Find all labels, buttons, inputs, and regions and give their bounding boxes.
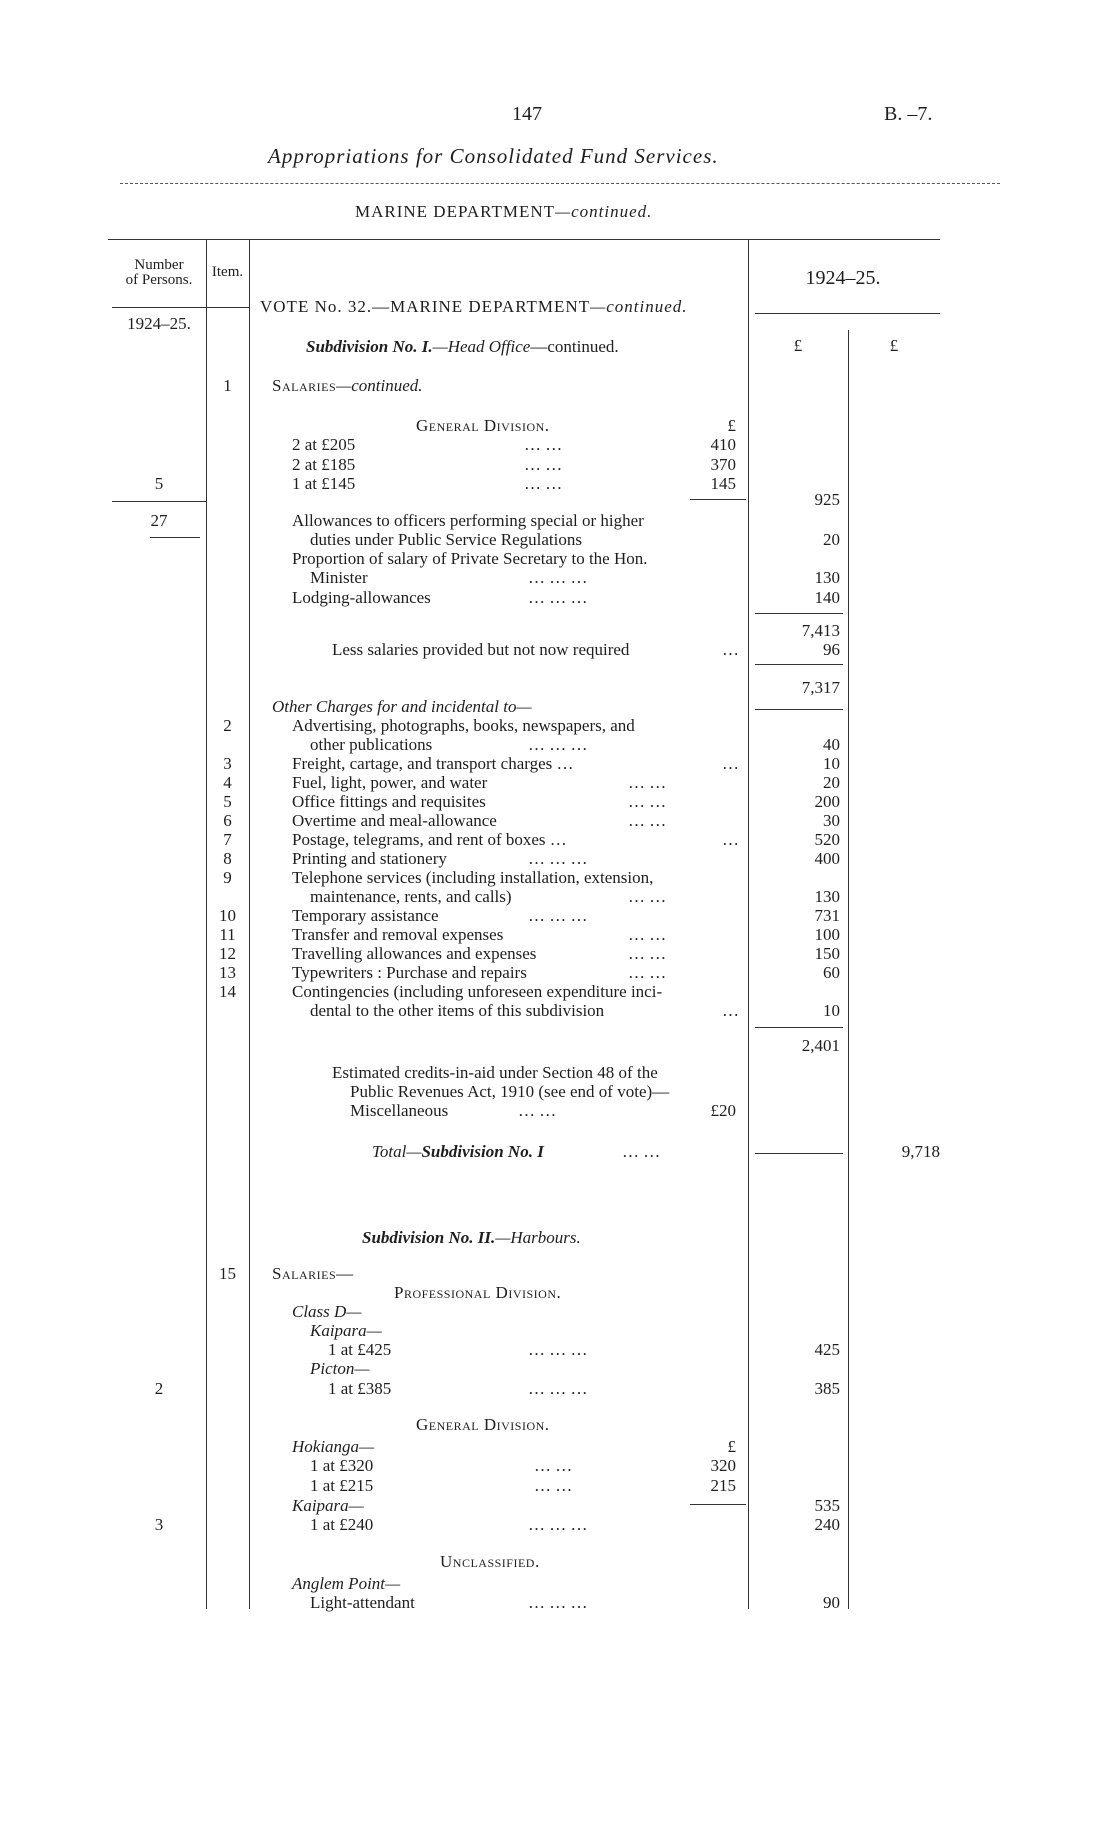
subdivision-1-name: —Head Office — [432, 337, 531, 356]
gd-line-dots: … … — [524, 435, 563, 454]
item-column-rule — [249, 239, 250, 1609]
year-header: 1924–25. — [805, 267, 881, 289]
allowances-value: 20 — [823, 530, 840, 549]
hokianga-line-dots: … … — [534, 1456, 573, 1475]
charge-dots: … … … — [528, 906, 588, 925]
proportion-line1: Proportion of salary of Private Secretary to the Hon. — [292, 549, 648, 568]
subdivision-1-total-label — [372, 1143, 544, 1160]
proportion-value: 130 — [814, 568, 840, 587]
charge-value: 30 — [823, 811, 840, 830]
charge-value: 200 — [814, 792, 840, 811]
subdivision-1-total-rule — [755, 1153, 843, 1154]
kaipara-salary-dots: … … … — [528, 1340, 588, 1359]
pound-col2: £ — [889, 336, 899, 355]
hokianga-heading: Hokianga— — [292, 1437, 375, 1456]
net-salaries-rule — [755, 664, 843, 665]
charge-value: 10 — [823, 1001, 840, 1020]
charge-value: 60 — [823, 963, 840, 982]
item-1-number: 1 — [223, 376, 232, 395]
persons-header-rule — [112, 307, 249, 308]
light-attendant-value: 90 — [823, 1593, 840, 1612]
subdivision-2-number: Subdivision No. II. — [362, 1228, 496, 1247]
persons-column-rule — [206, 239, 207, 1609]
title-rule — [120, 183, 1000, 184]
kaipara-2-salary-value: 240 — [814, 1515, 840, 1534]
professional-division-heading: Professional Division. — [394, 1283, 562, 1302]
charge-dots: … — [722, 1001, 739, 1020]
vote-title: VOTE No. 32.—MARINE DEPARTMENT — [260, 297, 591, 316]
salaries-net: 7,317 — [801, 678, 840, 697]
other-charges-heading: Other Charges for and incidental to— — [272, 697, 532, 716]
charge-value: 100 — [814, 925, 840, 944]
subdivision-1-number: Subdivision No. I. — [306, 337, 433, 356]
charge-dots: … … … — [528, 735, 588, 754]
charge-value: 20 — [823, 773, 840, 792]
year-header-rule — [755, 313, 940, 314]
persons-header-line2: of Persons. — [125, 272, 193, 288]
charge-description-cont: dental to the other items of this subdivision — [310, 1001, 605, 1020]
picton-salary-dots: … … … — [528, 1379, 588, 1398]
charge-dots: … … — [628, 811, 667, 830]
picton-salary-label: 1 at £385 — [328, 1379, 392, 1398]
charge-item-number: 8 — [223, 849, 232, 868]
lodging-label: Lodging-allowances — [292, 588, 431, 607]
vote-heading — [260, 298, 688, 315]
charge-description: Typewriters : Purchase and repairs — [292, 963, 527, 982]
gd-line-value: 370 — [710, 455, 736, 474]
hokianga-line-dots: … … — [534, 1476, 573, 1495]
kaipara-2-heading: Kaipara— — [292, 1496, 364, 1515]
charge-item-number: 11 — [219, 925, 236, 944]
description-column-rule — [748, 239, 749, 1609]
kaipara-salary-label: 1 at £425 — [328, 1340, 392, 1359]
lodging-value: 140 — [814, 588, 840, 607]
charge-description: Travelling allowances and expenses — [292, 944, 537, 963]
salaries-subtotal: 7,413 — [801, 621, 840, 640]
page-number: 147 — [512, 103, 542, 125]
subdivision-1-total-dots: … … — [622, 1142, 661, 1161]
persons-header-line1: Number — [134, 257, 184, 273]
department-name: MARINE DEPARTMENT — [355, 202, 555, 221]
charge-value: 400 — [814, 849, 840, 868]
charge-value: 10 — [823, 754, 840, 773]
kaipara-heading: Kaipara— — [310, 1321, 382, 1340]
proportion-line2: Minister — [310, 568, 368, 587]
credits-line2: Public Revenues Act, 1910 (see end of vote)— — [350, 1082, 670, 1101]
less-salaries-label: Less salaries provided but not now required — [332, 640, 630, 659]
hokianga-line-label: 1 at £320 — [310, 1456, 374, 1475]
salaries-sum-rule — [755, 613, 843, 614]
kaipara-2-salary-label: 1 at £240 — [310, 1515, 374, 1534]
document-reference: B. –7. — [884, 103, 933, 125]
other-charges-sum-rule — [755, 1027, 843, 1028]
allowances-line2: duties under Public Service Regulations — [310, 530, 582, 549]
charge-item-number: 14 — [219, 982, 236, 1001]
light-attendant-dots: … … … — [528, 1593, 588, 1612]
charge-description: Fuel, light, power, and water — [292, 773, 488, 792]
charge-description: Advertising, photographs, books, newspapers, and — [292, 716, 635, 735]
picton-salary-value: 385 — [814, 1379, 840, 1398]
gd-line-value: 145 — [710, 474, 736, 493]
gd-line-dots: … … — [524, 474, 563, 493]
hokianga-sum-rule — [690, 1504, 746, 1505]
charge-description: Printing and stationery — [292, 849, 447, 868]
gd-line-label: 2 at £185 — [292, 455, 356, 474]
table-top-rule — [108, 239, 940, 240]
charge-value: 150 — [814, 944, 840, 963]
amount-column-rule — [848, 330, 849, 1609]
charge-value: 130 — [814, 887, 840, 906]
charge-item-number: 13 — [219, 963, 236, 982]
kaipara-salary-value: 425 — [814, 1340, 840, 1359]
department-heading — [355, 203, 652, 220]
unclassified-heading: Unclassified. — [440, 1552, 540, 1571]
hokianga-line-value: 320 — [710, 1456, 736, 1475]
charge-item-number: 3 — [223, 754, 232, 773]
less-salaries-dots: … — [722, 640, 739, 659]
persons-3: 3 — [154, 1515, 164, 1534]
credits-line1: Estimated credits-in-aid under Section 48 of the — [332, 1063, 658, 1082]
charge-dots: … … — [628, 963, 667, 982]
charge-description: Contingencies (including unforeseen expenditure inci- — [292, 982, 663, 1001]
picton-heading: Picton— — [310, 1359, 370, 1378]
allowances-line1: Allowances to officers performing special or higher — [292, 511, 644, 530]
charge-description-cont: other publications — [310, 735, 433, 754]
credits-line3: Miscellaneous — [350, 1101, 449, 1120]
charge-item-number: 12 — [219, 944, 236, 963]
charge-description: Telephone services (including installation, extension, — [292, 868, 654, 887]
department-continued: —continued. — [555, 202, 653, 221]
charge-dots: … … — [628, 887, 667, 906]
salaries-heading — [272, 377, 423, 394]
persons-5: 5 — [154, 474, 164, 493]
persons-year: 1924–25. — [127, 314, 191, 333]
subdivision-2-name: —Harbours. — [495, 1228, 581, 1247]
subdivision-1-total-value: 9,718 — [901, 1142, 940, 1161]
page-title: Appropriations for Consolidated Fund Services. — [268, 144, 719, 168]
vote-continued: —continued. — [590, 297, 688, 316]
subdivision-2-heading — [362, 1229, 581, 1246]
persons-2: 2 — [154, 1379, 164, 1398]
charge-dots: … … — [628, 925, 667, 944]
charge-description: Overtime and meal-allowance — [292, 811, 497, 830]
pound-col1: £ — [793, 336, 803, 355]
subdivision-1-heading — [306, 338, 619, 355]
charge-description: Freight, cartage, and transport charges … — [292, 754, 574, 773]
gd-sum-rule — [690, 499, 746, 500]
persons-27: 27 — [150, 511, 168, 530]
general-division-heading: General Division. — [416, 416, 550, 435]
charge-item-number: 2 — [223, 716, 232, 735]
total-prefix: Total— — [372, 1142, 422, 1161]
total-subdivision: Subdivision No. I — [421, 1142, 544, 1161]
charge-dots: … — [722, 754, 739, 773]
charge-item-number: 9 — [223, 868, 232, 887]
subdivision-1-continued: —continued. — [530, 337, 619, 356]
charge-description: Temporary assistance — [292, 906, 439, 925]
charge-dots: … … … — [528, 849, 588, 868]
charge-value: 731 — [814, 906, 840, 925]
other-charges-total: 2,401 — [801, 1036, 840, 1055]
proportion-dots: … … … — [528, 568, 588, 587]
charge-value: 40 — [823, 735, 840, 754]
credits-dots: … … — [518, 1101, 557, 1120]
general-division-pound: £ — [727, 416, 736, 435]
charge-description-cont: maintenance, rents, and calls) — [310, 887, 512, 906]
salaries-heading-2: Salaries— — [272, 1264, 354, 1283]
charge-item-number: 4 — [223, 773, 232, 792]
persons-sum-rule — [112, 501, 206, 502]
salaries-label: Salaries — [272, 376, 337, 395]
gd-line-label: 2 at £205 — [292, 435, 356, 454]
charge-description: Office fittings and requisites — [292, 792, 486, 811]
general-division-heading-2: General Division. — [416, 1415, 550, 1434]
anglem-point-heading: Anglem Point— — [292, 1574, 401, 1593]
salaries-continued: —continued. — [336, 376, 423, 395]
item-15-number: 15 — [219, 1264, 236, 1283]
charge-item-number: 6 — [223, 811, 232, 830]
general-division-pound-2: £ — [727, 1437, 736, 1456]
gd-line-label: 1 at £145 — [292, 474, 356, 493]
charge-dots: … … — [628, 773, 667, 792]
hokianga-line-value: 215 — [710, 1476, 736, 1495]
charge-item-number: 5 — [223, 792, 232, 811]
gd-line-value: 410 — [710, 435, 736, 454]
gd-total: 925 — [814, 490, 840, 509]
item-header: Item. — [211, 264, 244, 280]
light-attendant-label: Light-attendant — [310, 1593, 415, 1612]
charge-item-number: 7 — [223, 830, 232, 849]
less-salaries-value: 96 — [823, 640, 840, 659]
credits-value: £20 — [710, 1101, 736, 1120]
kaipara-2-salary-dots: … … … — [528, 1515, 588, 1534]
gd-line-dots: … … — [524, 455, 563, 474]
charge-item-number: 10 — [219, 906, 236, 925]
class-d-heading: Class D— — [292, 1302, 362, 1321]
charge-dots: … — [722, 830, 739, 849]
charge-dots: … … — [628, 792, 667, 811]
charge-value: 520 — [814, 830, 840, 849]
charge-dots: … … — [628, 944, 667, 963]
charge-description: Transfer and removal expenses — [292, 925, 504, 944]
charge-description: Postage, telegrams, and rent of boxes … — [292, 830, 567, 849]
hokianga-total: 535 — [814, 1496, 840, 1515]
lodging-dots: … … … — [528, 588, 588, 607]
persons-27-rule — [150, 537, 200, 538]
hokianga-line-label: 1 at £215 — [310, 1476, 374, 1495]
other-charges-rule — [755, 709, 843, 710]
